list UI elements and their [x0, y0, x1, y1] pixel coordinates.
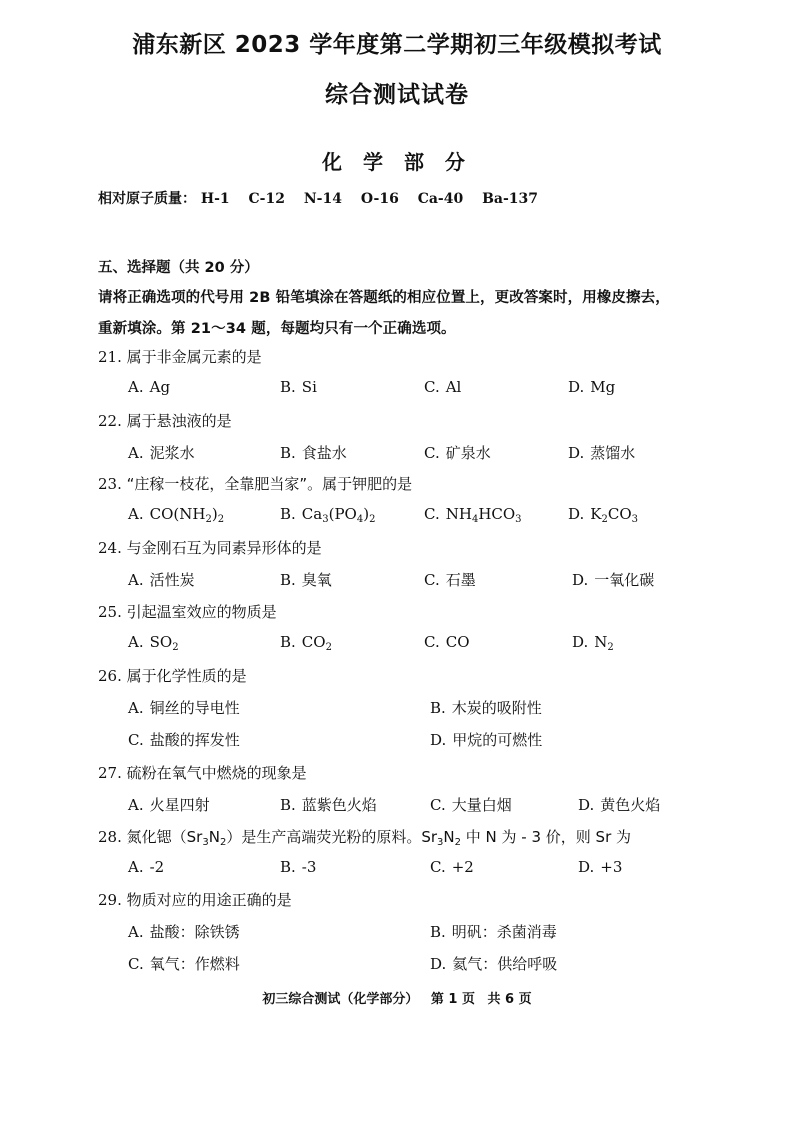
answer-option	[430, 794, 512, 815]
question-text: 属于化学性质的是	[126, 667, 247, 685]
option-letter: B.	[280, 378, 296, 396]
exam-subtitle: 综合测试试卷	[325, 82, 469, 108]
footer-page-number: 第 1 页	[430, 992, 475, 1007]
question-text: 属于悬浊液的是	[126, 412, 232, 430]
question-stem	[98, 762, 307, 783]
option-letter: A.	[128, 571, 144, 589]
option-text: -2	[149, 858, 165, 876]
question-number: 28.	[98, 828, 127, 846]
answer-option	[424, 378, 461, 396]
page-footer	[0, 988, 794, 1007]
option-letter: D.	[578, 858, 595, 876]
answer-option	[280, 505, 375, 523]
atomic-masses-label: 相对原子质量：	[98, 191, 196, 207]
answer-option	[128, 953, 240, 974]
option-text: 臭氧	[301, 571, 332, 589]
question-number: 25.	[98, 603, 127, 621]
option-text: Ag	[149, 378, 171, 396]
option-letter: C.	[430, 796, 446, 814]
option-text: 蒸馏水	[590, 444, 636, 462]
option-text: $NH_4HCO_3$	[445, 505, 522, 525]
option-text: 蓝紫色火焰	[301, 796, 377, 814]
option-letter: D.	[430, 955, 447, 973]
answer-option	[424, 633, 470, 651]
answer-option	[128, 729, 240, 750]
option-text: +2	[451, 858, 474, 876]
option-text: 氧气：作燃料	[149, 955, 240, 973]
option-text: 大量白烟	[451, 796, 512, 814]
question-stem	[98, 410, 232, 431]
option-letter: B.	[280, 571, 296, 589]
atomic-masses	[98, 188, 552, 208]
answer-option	[430, 858, 474, 876]
question-text: 氮化锶$(Sr_3N_2)$是生产高端荧光粉的原料。$Sr_3N_2$ 中 N 为 - 3 价，则 Sr 为	[126, 828, 632, 848]
question-text: 引起温室效应的物质是	[126, 603, 277, 621]
option-letter: A.	[128, 699, 144, 717]
option-letter: C.	[128, 955, 144, 973]
question-number: 21.	[98, 348, 127, 366]
option-letter: B.	[280, 633, 296, 651]
option-letter: B.	[280, 858, 296, 876]
option-letter: B.	[430, 699, 446, 717]
answer-option	[568, 442, 635, 463]
option-text: 泥浆水	[149, 444, 195, 462]
answer-option	[280, 569, 332, 590]
answer-option	[568, 378, 615, 396]
option-letter: C.	[424, 571, 440, 589]
option-text: $CO(NH_2)_2$	[149, 505, 225, 525]
option-text: 木炭的吸附性	[451, 699, 542, 717]
atomic-mass-item: H-1	[200, 191, 230, 207]
atomic-mass-item: O-16	[360, 191, 399, 207]
option-text: 盐酸的挥发性	[149, 731, 240, 749]
answer-option	[424, 442, 491, 463]
option-letter: D.	[430, 731, 447, 749]
atomic-mass-item: N-14	[303, 191, 342, 207]
answer-option	[424, 505, 522, 523]
question-stem	[98, 537, 322, 558]
answer-option	[128, 858, 164, 876]
option-text: Mg	[590, 378, 616, 396]
question-stem	[98, 346, 262, 367]
option-text: $CO_2$	[301, 633, 332, 653]
option-letter: C.	[430, 858, 446, 876]
option-text: CO	[445, 633, 470, 651]
footer-total-pages: 共 6 页	[487, 992, 532, 1007]
option-text: -3	[301, 858, 317, 876]
answer-option	[128, 378, 170, 396]
question-text: 属于非金属元素的是	[126, 348, 262, 366]
option-letter: A.	[128, 923, 144, 941]
question-number: 26.	[98, 667, 127, 685]
option-text: 氦气：供给呼吸	[452, 955, 558, 973]
question-number: 29.	[98, 891, 127, 909]
option-letter: D.	[578, 796, 595, 814]
option-letter: C.	[424, 505, 440, 523]
answer-option	[430, 729, 542, 750]
option-text: $Ca_3(PO_4)_2$	[301, 505, 376, 525]
option-text: 石墨	[445, 571, 476, 589]
answer-option	[128, 505, 224, 523]
atomic-mass-item: Ca-40	[417, 191, 464, 207]
option-letter: B.	[280, 505, 296, 523]
option-letter: A.	[128, 858, 144, 876]
answer-option	[280, 633, 332, 651]
question-stem	[98, 601, 277, 622]
option-text: $SO_2$	[149, 633, 179, 653]
answer-option	[280, 794, 377, 815]
answer-option	[578, 858, 622, 876]
option-text: 明矾：杀菌消毒	[451, 923, 557, 941]
option-letter: D.	[568, 444, 585, 462]
question-stem	[98, 473, 412, 494]
option-letter: A.	[128, 505, 144, 523]
option-letter: C.	[424, 378, 440, 396]
question-stem	[98, 826, 631, 847]
question-stem	[98, 665, 247, 686]
option-text: $N_2$	[594, 633, 614, 653]
option-letter: B.	[280, 796, 296, 814]
footer-subject: 初三综合测试（化学部分）	[262, 992, 419, 1007]
option-text: 铜丝的导电性	[149, 699, 240, 717]
option-text: 矿泉水	[445, 444, 491, 462]
option-letter: B.	[280, 444, 296, 462]
option-text: 食盐水	[301, 444, 347, 462]
answer-option	[430, 697, 542, 718]
question-number: 27.	[98, 764, 127, 782]
question-text: “庄稼一枝花，全靠肥当家”。属于钾肥的是	[126, 475, 413, 493]
answer-option	[424, 569, 476, 590]
option-letter: A.	[128, 378, 144, 396]
answer-option	[578, 794, 660, 815]
option-text: 黄色火焰	[600, 796, 661, 814]
question-number: 23.	[98, 475, 127, 493]
exam-title: 浦东新区 2023 学年度第二学期初三年级模拟考试	[132, 32, 662, 58]
answer-option	[280, 378, 317, 396]
answer-option	[128, 794, 210, 815]
option-text: 火星四射	[149, 796, 210, 814]
answer-option	[430, 953, 557, 974]
option-letter: D.	[568, 378, 585, 396]
instructions-line-2: 重新填涂。第 21～34 题，每题均只有一个正确选项。	[98, 321, 456, 337]
question-stem	[98, 889, 292, 910]
option-text: 一氧化碳	[594, 571, 655, 589]
instructions-line-1: 请将正确选项的代号用 2B 铅笔填涂在答题纸的相应位置上，更改答案时，用橡皮擦去，	[98, 290, 670, 306]
option-letter: C.	[424, 444, 440, 462]
answer-option	[280, 858, 316, 876]
answer-option	[128, 921, 240, 942]
option-text: 甲烷的可燃性	[452, 731, 543, 749]
answer-option	[128, 442, 195, 463]
option-text: Si	[301, 378, 317, 396]
answer-option	[128, 569, 195, 590]
option-letter: D.	[568, 505, 585, 523]
answer-option	[430, 921, 557, 942]
answer-option	[568, 505, 638, 523]
option-text: 活性炭	[149, 571, 195, 589]
option-letter: A.	[128, 796, 144, 814]
option-letter: C.	[128, 731, 144, 749]
question-text: 硫粉在氧气中燃烧的现象是	[126, 764, 307, 782]
option-text: Al	[445, 378, 462, 396]
option-text: $K_2CO_3$	[590, 505, 639, 525]
option-text: +3	[600, 858, 623, 876]
option-letter: B.	[430, 923, 446, 941]
atomic-mass-item: C-12	[248, 191, 285, 207]
part-heading: 五、选择题（共 20 分）	[98, 260, 259, 276]
question-number: 24.	[98, 539, 127, 557]
option-letter: A.	[128, 444, 144, 462]
question-text: 与金刚石互为同素异形体的是	[126, 539, 322, 557]
answer-option	[280, 442, 347, 463]
option-letter: A.	[128, 633, 144, 651]
answer-option	[572, 633, 614, 651]
atomic-mass-item: Ba-137	[482, 191, 539, 207]
option-letter: D.	[572, 571, 589, 589]
section-title: 化 学 部 分	[322, 150, 472, 174]
question-number: 22.	[98, 412, 127, 430]
answer-option	[128, 697, 240, 718]
question-text: 物质对应的用途正确的是	[126, 891, 292, 909]
option-text: 盐酸：除铁锈	[149, 923, 240, 941]
option-letter: C.	[424, 633, 440, 651]
option-letter: D.	[572, 633, 589, 651]
answer-option	[128, 633, 179, 651]
answer-option	[572, 569, 654, 590]
